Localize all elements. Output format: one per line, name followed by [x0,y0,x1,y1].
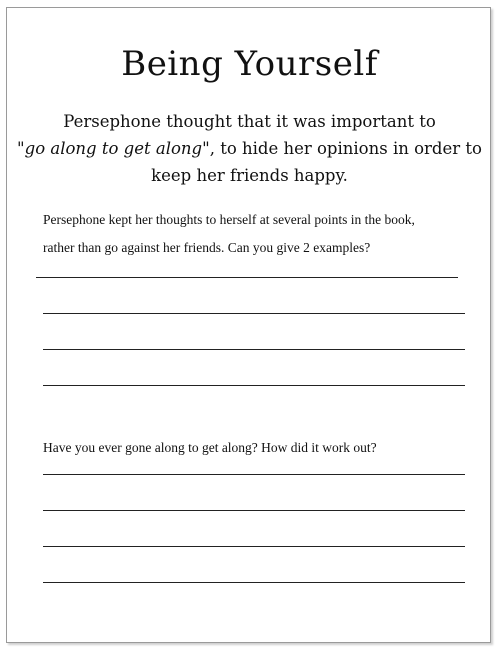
question-2 [43,434,377,462]
intro-line-3: keep her friends happy. [151,166,348,185]
intro-line-2 [17,135,482,162]
question-1-line-1: Persephone kept her thoughts to herself at several points in the book, [43,212,415,227]
worksheet-title: Being Yourself [121,44,378,84]
intro-line-1: Persephone thought that it was important to [63,112,436,131]
answer-line-7[interactable] [43,546,465,547]
question-2-line-1: Have you ever gone along to get along? How did it work out? [43,440,377,455]
worksheet-page [6,7,491,643]
question-1 [43,206,415,262]
intro-paragraph [17,108,482,189]
answer-line-4[interactable] [43,385,465,386]
question-1-line-2: rather than go against her friends. Can you give 2 examples? [43,240,371,255]
answer-line-1[interactable] [36,277,458,278]
answer-line-6[interactable] [43,510,465,511]
intro-line-2-rest: , to hide her opinions in order to [209,139,482,158]
answer-line-5[interactable] [43,474,465,475]
intro-quote: "go along to get along" [17,139,210,158]
answer-line-3[interactable] [43,349,465,350]
answer-line-2[interactable] [43,313,465,314]
answer-line-8[interactable] [43,582,465,583]
